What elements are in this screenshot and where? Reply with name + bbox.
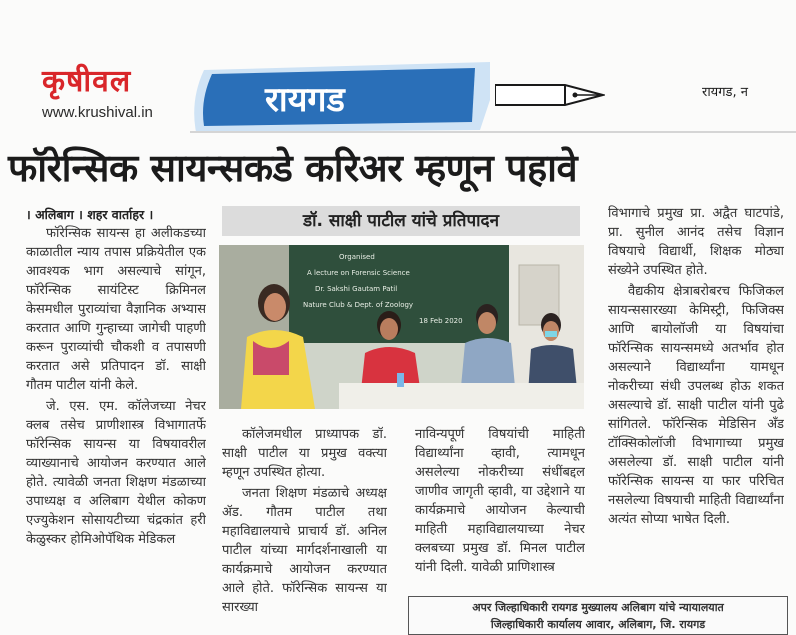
logo-text: कृषीवल — [42, 64, 132, 99]
dateline: । अलिबाग । शहर वार्ताहर । — [26, 207, 154, 222]
paragraph: वैद्यकीय क्षेत्राबरोबरच फिजिकल सायन्ससारख्या केमिस्ट्री, फिजिक्स आणि बायोलॉजी या विषयांचा फॉरेन्सिक सायन्समध्ये अतर्भाव होत असल्याने विद्यार्थ्यांना यामधून नोकरीच्या संधी उपलब्ध होऊ शकत असल्याचे डॉ. साक्षी पाटील यांनी पुढे सांगितले. फॉरेन्सिक मेडिसिन अँड टॉक्सिकोलॉजी विभागाच्या प्रमुख असलेल्या डॉ. साक्षी पाटील यांनी फॉरेन्सिक सायन्स या फार परिचित नसलेल्या विषयाची माहिती विद्यार्थ्यांना अत्यंत सोप्या भाषेत दिली. — [608, 284, 784, 527]
board-text-line: Dr. Sakshi Gautam Patil — [315, 285, 398, 293]
place-date: रायगड, न — [702, 85, 748, 100]
article-column-1 — [26, 224, 206, 635]
paragraph: कॉलेजमधील प्राध्यापक डॉ. साक्षी पाटील या प्रमुख वक्त्या म्हणून उपस्थित होत्या. — [222, 427, 387, 480]
header-rule — [190, 131, 796, 133]
article-column-2 — [222, 425, 387, 635]
pen-nib-icon — [495, 75, 605, 115]
board-text-line: 18 Feb 2020 — [419, 317, 463, 325]
logo-url: www.krushival.in — [42, 104, 153, 121]
headline: फॉरेन्सिक सायन्सकडे करिअर म्हणून पहावे — [8, 146, 578, 190]
paragraph: फॉरेन्सिक सायन्स हा अलीकडच्या काळातील न्याय तपास प्रक्रियेतील एक आवश्यक भाग असल्याचे सांगून, फॉरेन्सिक सायंटिस्ट क्रिमिनल केसमधील पुराव्यांचा वैज्ञानिक अभ्यास करतात आणि गुन्हाच्या जागेची पाहणी करून पुराव्यांची चौकशी व तपासणी करतात असे प्रतिपादन डॉ. साक्षी गौतम पाटील यांनी केले. — [26, 226, 206, 393]
article-column-3 — [415, 425, 585, 585]
masthead-logo — [42, 66, 192, 128]
notice-line-1: अपर जिल्हाधिकारी रायगड मुख्यालय अलिबाग यांचे न्यायालयात — [472, 601, 724, 614]
paragraph: नाविन्यपूर्ण विषयांची माहिती विद्यार्थ्यांना व्हावी, त्यामधून असलेल्या नोकरीच्या संधींबद्दल जाणीव जागृती व्हावी, या उद्देशाने या कार्यक्रमाचे आयोजन केल्याची माहिती महाविद्यालयाच्या नेचर क्लबच्या प्रमुख डॉ. मिनल पाटील यांनी दिली. यावेळी प्राणिशास्त्र — [415, 427, 585, 575]
board-text-line: A lecture on Forensic Science — [307, 269, 410, 277]
notice-line-2: जिल्हाधिकारी कार्यालय आवार, अलिबाग, जि. रायगड — [490, 618, 706, 631]
paragraph: विभागाचे प्रमुख प्रा. अद्वैत घाटपांडे, प्रा. सुनील आनंद तसेच विज्ञान विषयाचे विद्यार्थी, शिक्षक मोठ्या संख्येने उपस्थित होते. — [608, 206, 784, 278]
board-text-line: Organised — [339, 253, 375, 261]
paragraph: जनता शिक्षण मंडळाचे अध्यक्ष ॲड. गौतम पाटील तथा महाविद्यालयाचे प्राचार्य डॉ. अनिल पाटील यांच्या मार्गदर्शनाखाली या कार्यक्रमाचे आयोजन करण्यात आले होते. फॉरेन्सिक सायन्स या सारख्या — [222, 486, 387, 615]
event-photo — [219, 245, 584, 409]
article-column-4 — [608, 204, 784, 584]
subhead: डॉ. साक्षी पाटील यांचे प्रतिपादन — [302, 211, 500, 231]
section-title: रायगड — [265, 80, 345, 120]
paragraph: जे. एस. एम. कॉलेजच्या नेचर क्लब तसेच प्राणीशास्त्र विभागातर्फे फॉरेन्सिक सायन्स या विषयावरील व्याख्यानाचे आयोजन करण्यात आले होते. त्यावेळी जनता शिक्षण मंडळाच्या उपाध्यक्ष व अलिबाग येथील कोकण एज्युकेशन सोसायटीच्या चंद्रकांत हरी केळुस्कर होमिओपॅथिक मेडिकल — [26, 399, 206, 547]
board-text-line: Nature Club & Dept. of Zoology — [303, 301, 414, 309]
